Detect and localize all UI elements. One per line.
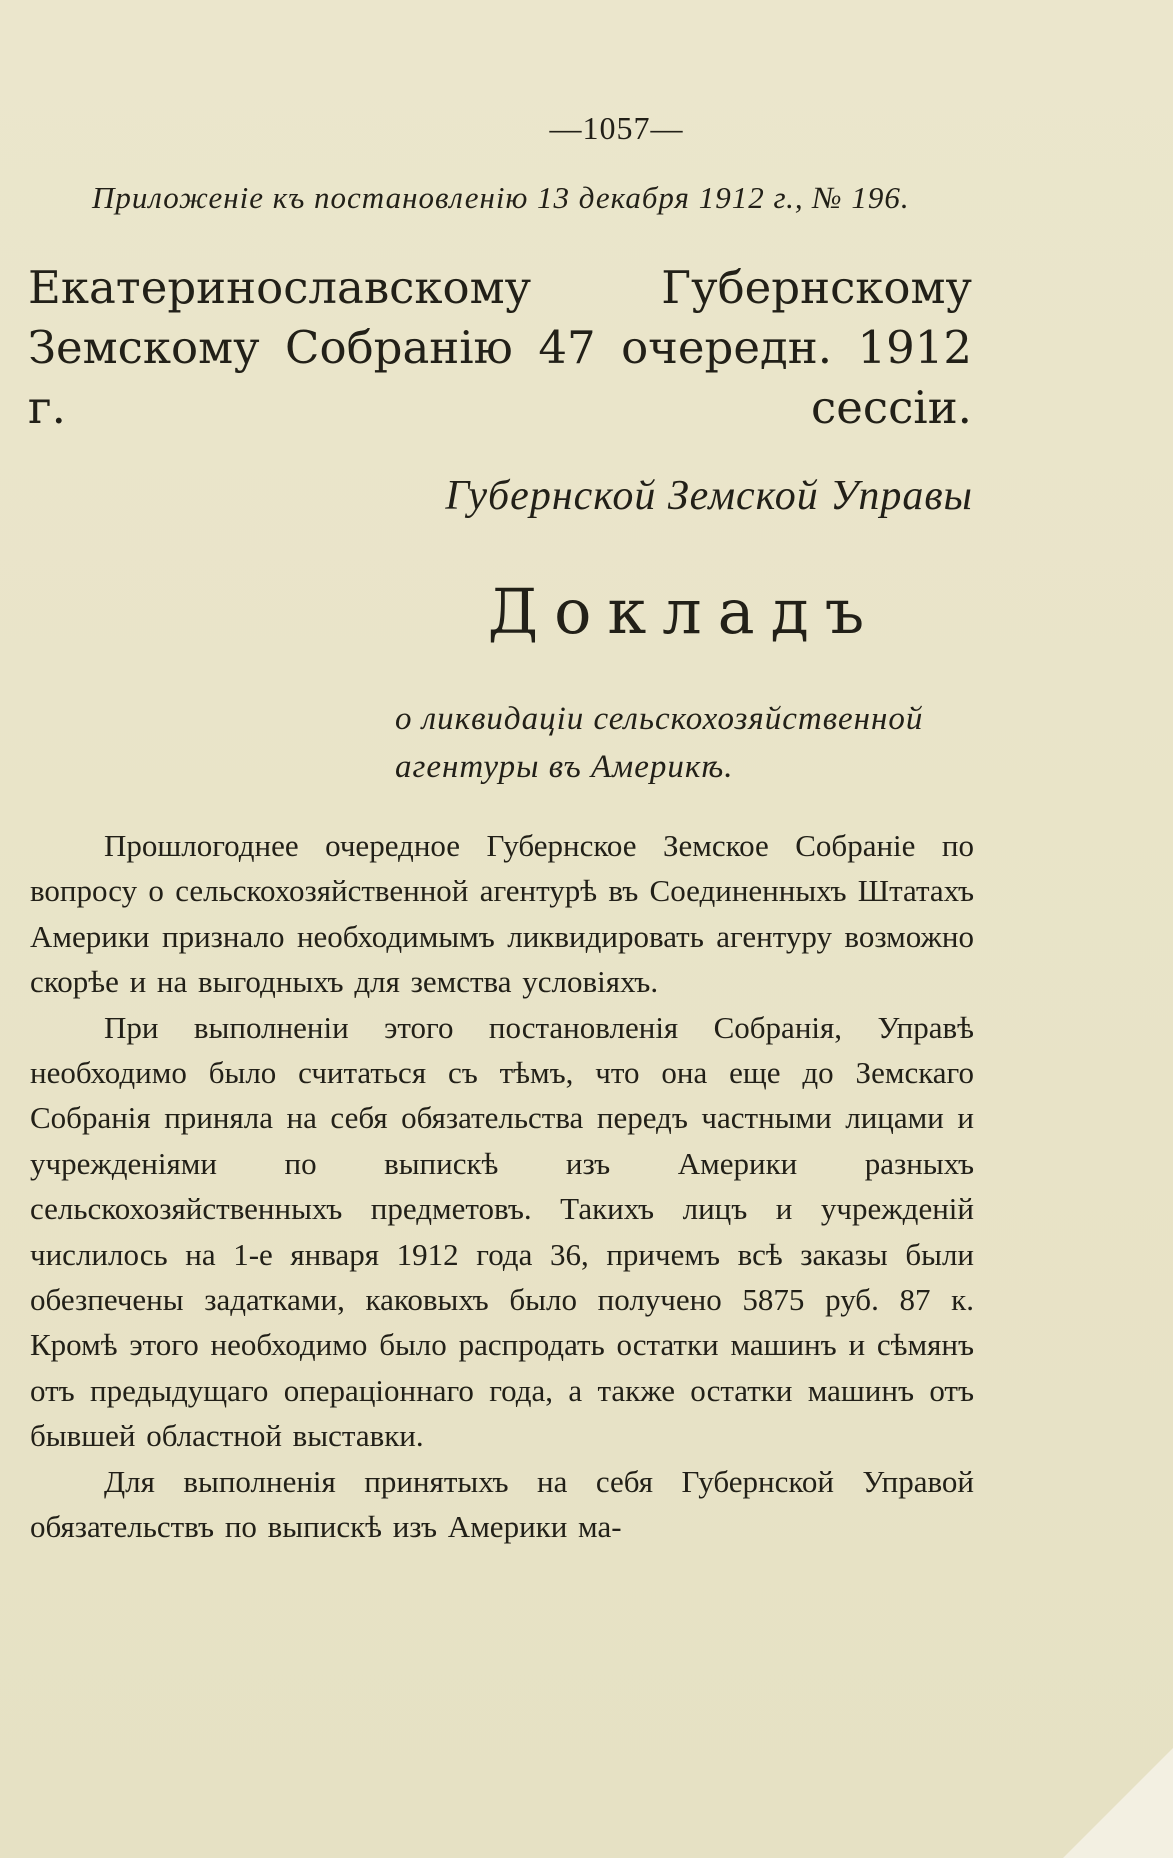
page-number: —1057—	[549, 110, 684, 146]
body-text	[30, 823, 974, 1550]
addressee-heading: Екатеринославскому Губернскому Земскому Собранію 47 очередн. 1912 г. сессіи.	[28, 261, 972, 434]
paragraph: Для выполненія принятыхъ на себя Губернской Управой обязательствъ по выпискѣ изъ Америки ма-	[30, 1463, 974, 1545]
authority-line: Губернской Земской Управы	[445, 473, 973, 519]
subject-line: агентуры въ Америкѣ.	[395, 749, 734, 785]
paragraph: Прошлогоднее очередное Губернское Земское Собраніе по вопросу о сельскохозяйственной агентурѣ въ Соединенныхъ Штатахъ Америки признало необходимымъ ликвидировать агентуру возможно скорѣе и на выгодныхъ для земства условіяхъ.	[30, 828, 974, 1000]
document-title: Докладъ	[487, 575, 881, 648]
document-subject	[395, 695, 975, 791]
page-corner-fold	[1063, 1748, 1173, 1858]
appendix-note: Приложеніе къ постановленію 13 декабря 1912 г., № 196.	[92, 180, 910, 215]
subject-line: о ликвидаціи сельскохозяйственной	[395, 701, 924, 737]
paragraph: При выполненіи этого постановленія Собранія, Управѣ необходимо было считаться съ тѣмъ, что она еще до Земскаго Собранія приняла на себя обязательства передъ частными лицами и учрежденіями по выпискѣ изъ Америки разныхъ сельскохозяйственныхъ предметовъ. Такихъ лицъ и учрежденій числилось на 1-е января 1912 года 36, причемъ всѣ заказы были обезпечены задатками, каковыхъ было получено 5875 руб. 87 к. Кромѣ этого необходимо было распродать остатки машинъ и сѣмянъ отъ предыдущаго операціоннаго года, а также остатки машинъ отъ бывшей областной выставки.	[30, 1009, 974, 1454]
